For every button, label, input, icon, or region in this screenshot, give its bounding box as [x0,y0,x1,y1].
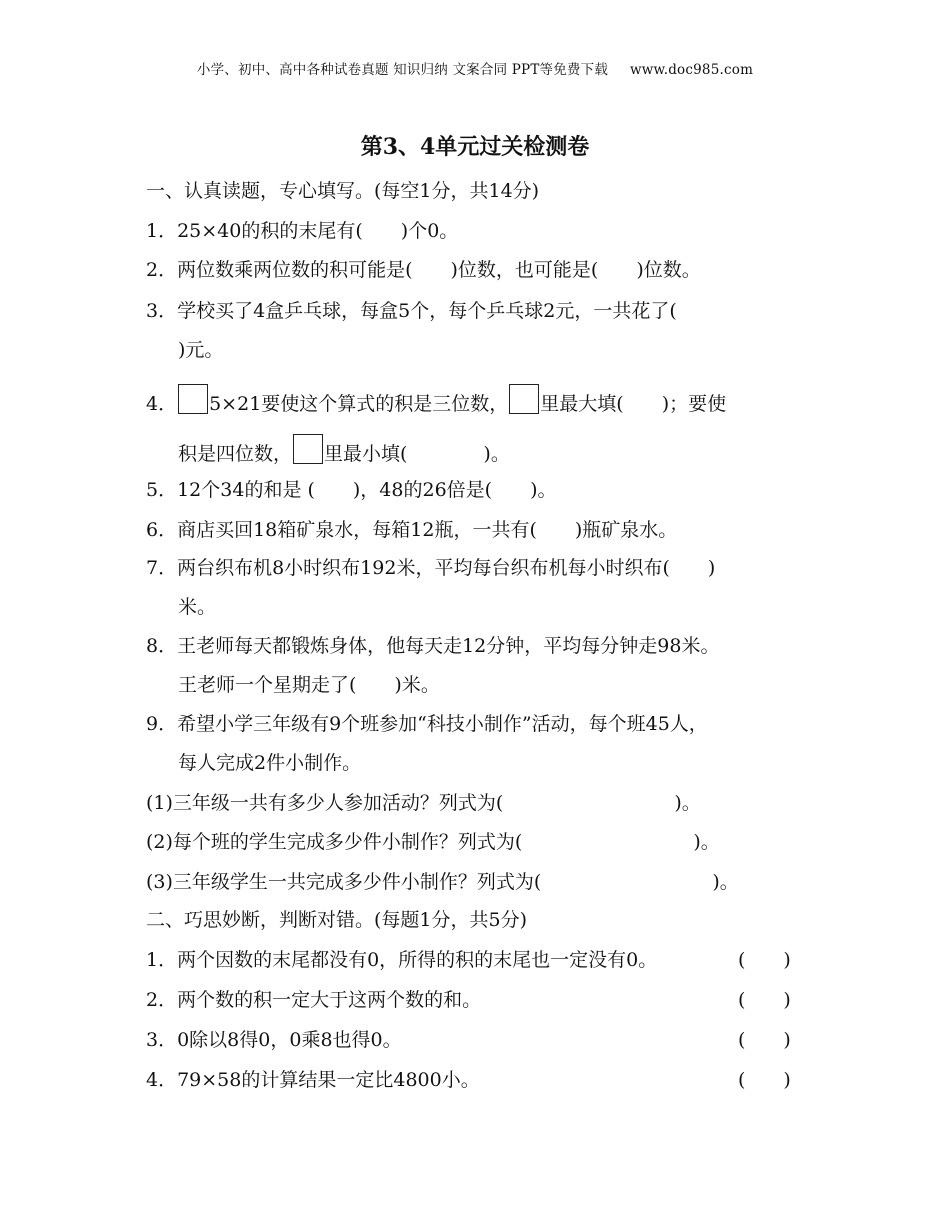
question-9-line2: 每人完成2件小制作。 [178,752,362,774]
blank-box [178,384,208,414]
question-6: 6．商店买回18箱矿泉水，每箱12瓶，一共有( )瓶矿泉水。 [146,519,678,541]
question-9-sub1: (1)三年级一共有多少人参加活动？列式为( )。 [146,792,701,814]
question-3-line2: )元。 [178,339,224,361]
site-banner [0,58,950,78]
judge-answer-3[interactable]: ( ) [738,1029,791,1051]
question-4-line1 [146,384,726,417]
banner-text: 小学、初中、高中各种试卷真题 知识归纳 文案合同 PPT等免费下载 [196,62,609,78]
question-7-line2: 米。 [178,596,217,618]
judge-item-3: 3．0除以8得0，0乘8也得0。 [146,1029,402,1051]
judge-item-4: 4．79×58的计算结果一定比4800小。 [146,1069,480,1091]
judge-item-2: 2．两个数的积一定大于这两个数的和。 [146,989,482,1011]
question-4-line2 [178,434,510,467]
question-8-line1: 8．王老师每天都锻炼身体，他每天走12分钟，平均每分钟走98米。 [146,635,720,657]
question-3-line1: 3．学校买了4盒乒乓球，每盒5个，每个乒乓球2元，一共花了( [146,300,677,322]
judge-answer-4[interactable]: ( ) [738,1069,791,1091]
question-1: 1．25×40的积的末尾有( )个0。 [146,220,459,242]
question-9-sub2: (2)每个班的学生完成多少件小制作？列式为( )。 [146,831,720,853]
question-7-line1: 7．两台织布机8小时织布192米，平均每台织布机每小时织布( ) [146,557,716,579]
blank-box [509,384,539,414]
question-8-line2: 王老师一个星期走了( )米。 [178,674,440,696]
section2-heading: 二、巧思妙断，判断对错。(每题1分，共5分) [146,909,528,931]
question-4-text: 5×21要使这个算式的积是三位数， [209,393,509,415]
question-4-tail: 里最大填( )；要使 [540,393,727,415]
question-5: 5．12个34的和是 ( )，48的26倍是( )。 [146,479,557,501]
banner-url[interactable]: www.doc985.com [630,62,754,78]
question-4b-tail: 里最小填( )。 [324,443,510,465]
question-4b-text: 积是四位数， [178,443,293,465]
judge-answer-1[interactable]: ( ) [738,949,791,971]
page-title: 第3、4单元过关检测卷 [360,134,590,160]
section1-heading: 一、认真读题，专心填写。(每空1分，共14分) [146,180,540,202]
question-4-number: 4． [146,393,178,415]
judge-answer-2[interactable]: ( ) [738,989,791,1011]
question-9-line1: 9．希望小学三年级有9个班参加“科技小制作”活动，每个班45人， [146,713,708,735]
question-9-sub3: (3)三年级学生一共完成多少件小制作？列式为( )。 [146,871,739,893]
question-2: 2．两位数乘两位数的积可能是( )位数，也可能是( )位数。 [146,259,701,281]
judge-item-1: 1．两个因数的末尾都没有0，所得的积的末尾也一定没有0。 [146,949,658,971]
blank-box [293,434,323,464]
